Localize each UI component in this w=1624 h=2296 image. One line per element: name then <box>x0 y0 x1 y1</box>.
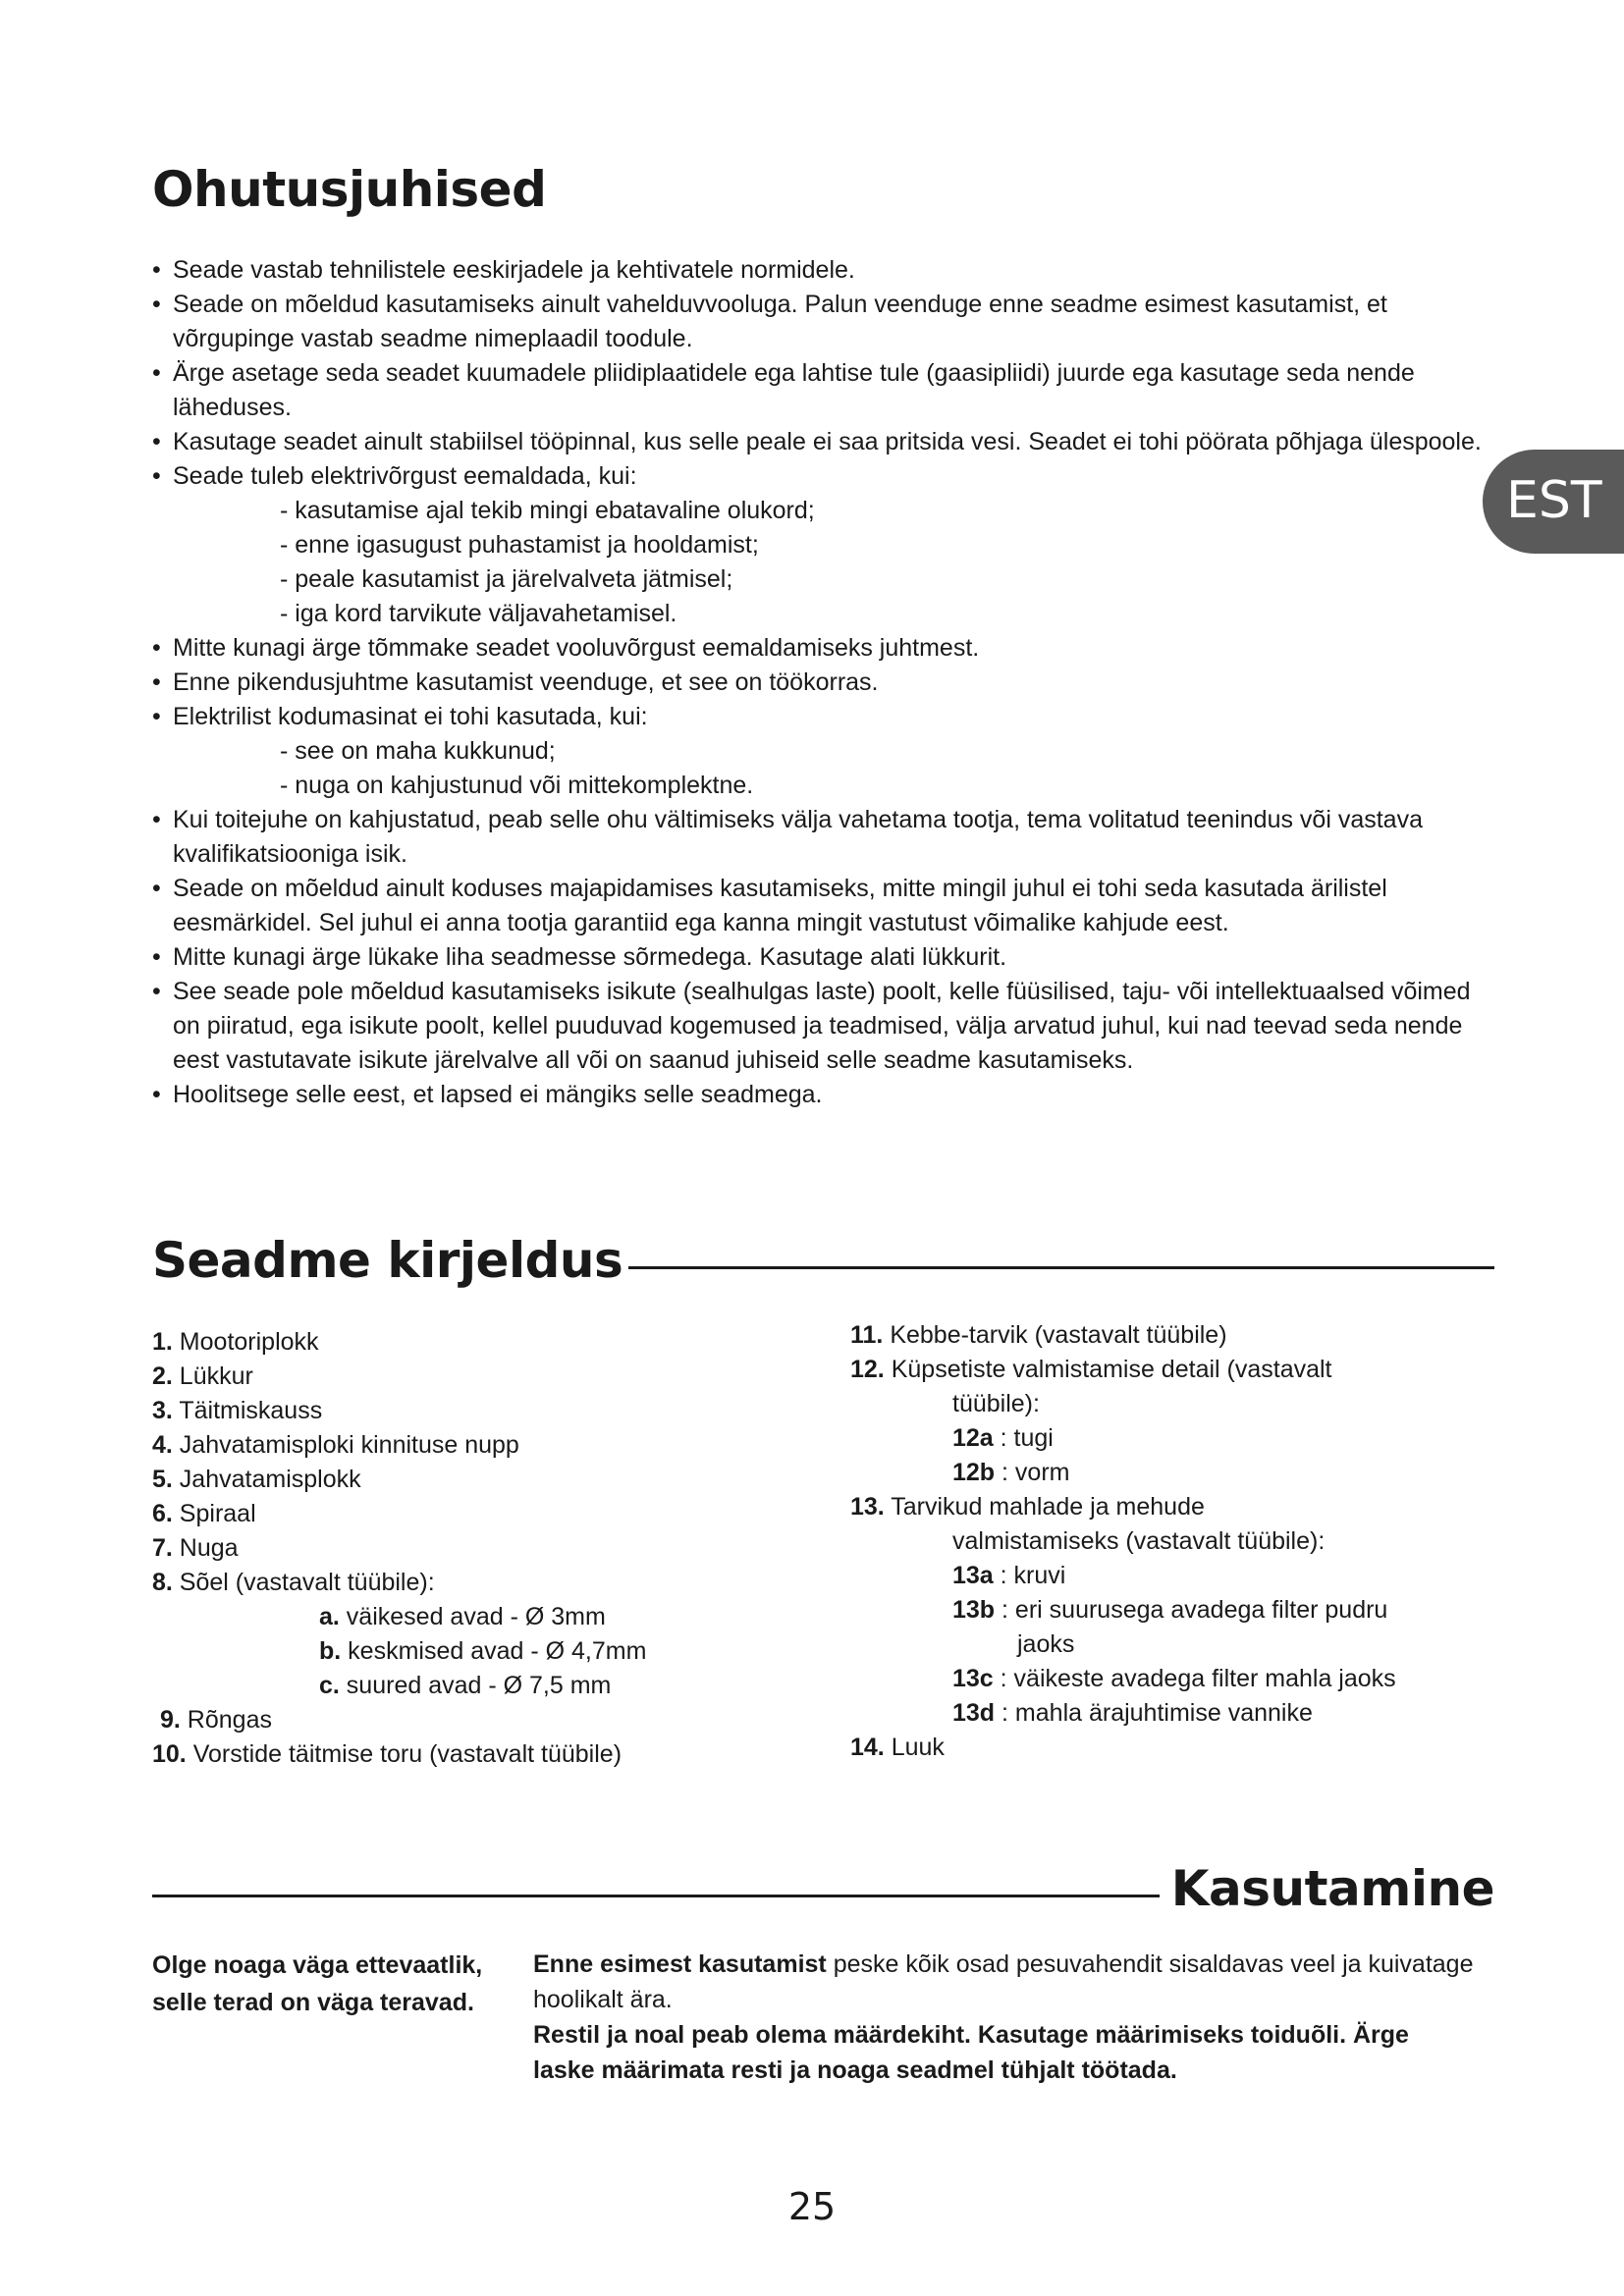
safety-item: • Seade tuleb elektrivõrgust eemaldada, kui: <box>152 459 1497 494</box>
list-item: 1. Mootoriplokk <box>152 1328 319 1356</box>
safety-subitem: - peale kasutamist ja järelvalveta jätmisel; <box>280 565 733 593</box>
parts-list-left <box>152 1325 761 1772</box>
safety-item: • Enne pikendusjuhtme kasutamist veenduge, et see on töökorras. <box>152 666 1497 700</box>
safety-item: • Seade on mõeldud kasutamiseks ainult vahelduvvooluga. Palun veenduge enne seadme esimest kasutamist, et võrgupinge vastab seadme nimeplaadil toodule. <box>152 288 1497 356</box>
safety-subitem: - nuga on kahjustunud või mittekomplektne. <box>280 772 754 799</box>
list-subitem: a. väikesed avad - Ø 3mm <box>319 1603 606 1630</box>
heading-rule <box>628 1266 1494 1269</box>
safety-item: • Kui toitejuhe on kahjustatud, peab selle ohu vältimiseks välja vahetama tootja, tema volitatud teenindus või vastava kvalifikatsiooniga isik. <box>152 803 1497 872</box>
page-number: 25 <box>787 2185 837 2228</box>
list-subitem: 13d : mahla ärajuhtimise vannike <box>952 1699 1313 1727</box>
safety-subitem: - see on maha kukkunud; <box>280 737 556 765</box>
safety-title: Ohutusjuhised <box>152 161 547 218</box>
list-item: 8. Sõel (vastavalt tüübile): <box>152 1569 435 1596</box>
heading-rule <box>152 1895 1160 1897</box>
first-use-label: Enne esimest kasutamist <box>533 1950 827 1978</box>
language-tab-label: EST <box>1506 471 1602 530</box>
list-item: 12. Küpsetiste valmistamise detail (vastavalt <box>850 1356 1332 1383</box>
list-subitem: 12b : vorm <box>952 1459 1070 1486</box>
language-tab <box>1483 450 1624 554</box>
safety-subitem: - iga kord tarvikute väljavahetamisel. <box>280 600 677 627</box>
list-item: 5. Jahvatamisplokk <box>152 1466 361 1493</box>
usage-heading-row <box>152 1857 1494 1920</box>
first-use-text: peske kõik osad pesuvahendit sisaldavas veel ja kuivatage hoolikalt ära. <box>533 1950 1474 2013</box>
list-subitem: 13a : kruvi <box>952 1562 1066 1589</box>
usage-title: Kasutamine <box>1170 1860 1494 1917</box>
parts-list-right <box>850 1318 1479 1765</box>
safety-item: • Ärge asetage seda seadet kuumadele pliidiplaatidele ega lahtise tule (gaasipliidi) juurde ega kasutage seda nende läheduses. <box>152 356 1497 425</box>
safety-item: • Seade vastab tehnilistele eeskirjadele ja kehtivatele normidele. <box>152 253 1497 288</box>
list-item: 2. Lükkur <box>152 1362 253 1390</box>
description-title: Seadme kirjeldus <box>152 1232 623 1289</box>
list-subitem: 12a : tugi <box>952 1424 1054 1452</box>
safety-item: • Elektrilist kodumasinat ei tohi kasutada, kui: <box>152 700 1497 734</box>
list-item: 7. Nuga <box>152 1534 239 1562</box>
list-item: 4. Jahvatamisploki kinnituse nupp <box>152 1431 519 1459</box>
usage-instructions <box>533 1947 1476 2088</box>
list-item-continuation: tüübile): <box>952 1390 1040 1417</box>
list-item: 14. Luuk <box>850 1734 945 1761</box>
safety-item: • Hoolitsege selle eest, et lapsed ei mängiks selle seadmega. <box>152 1078 1497 1112</box>
safety-item: • Kasutage seadet ainult stabiilsel tööpinnal, kus selle peale ei saa pritsida vesi. Seadet ei tohi pöörata põhjaga ülespoole. <box>152 425 1497 459</box>
description-heading-row <box>152 1229 1494 1292</box>
list-subitem: 13c : väikeste avadega filter mahla jaoks <box>952 1665 1396 1692</box>
safety-item: • See seade pole mõeldud kasutamiseks isikute (sealhulgas laste) poolt, kelle füüsilised, taju- või intellektuaalsed võimed on piiratud, ega isikute poolt, kellel puuduvad kogemused ja teadmised, välja arvatud juhul, kui nad teevad seda nende eest vastutavate isikute järelvalve all või on saanud juhiseid selle seadme kasutamiseks. <box>152 975 1497 1078</box>
list-item: 10. Vorstide täitmise toru (vastavalt tüübile) <box>152 1740 623 1768</box>
list-item-continuation: valmistamiseks (vastavalt tüübile): <box>952 1527 1326 1555</box>
safety-item: • Mitte kunagi ärge lükake liha seadmesse sõrmedega. Kasutage alati lükkurit. <box>152 940 1497 975</box>
knife-warning-note: Olge noaga väga ettevaatlik, selle terad on väga teravad. <box>152 1951 483 2016</box>
list-item: 13. Tarvikud mahlade ja mehude <box>850 1493 1205 1521</box>
list-item: 9. Rõngas <box>160 1706 272 1734</box>
list-subitem: b. keskmised avad - Ø 4,7mm <box>319 1637 647 1665</box>
list-subitem: c. suured avad - Ø 7,5 mm <box>319 1672 612 1699</box>
list-subitem: 13b : eri suurusega avadega filter pudru jaoks <box>952 1596 1388 1658</box>
list-item: 3. Täitmiskauss <box>152 1397 323 1424</box>
list-item: 6. Spiraal <box>152 1500 256 1527</box>
safety-item: • Mitte kunagi ärge tõmmake seadet vooluvõrgust eemaldamiseks juhtmest. <box>152 631 1497 666</box>
grease-instruction: Restil ja noal peab olema määrdekiht. Kasutage määrimiseks toiduõli. Ärge laske määrimata resti ja noaga seadmel tühjalt töötada. <box>533 2021 1409 2084</box>
safety-list <box>152 253 1497 1112</box>
list-item: 11. Kebbe-tarvik (vastavalt tüübile) <box>850 1321 1227 1349</box>
safety-item: • Seade on mõeldud ainult koduses majapidamises kasutamiseks, mitte mingil juhul ei tohi seda kasutada ärilistel eesmärkidel. Sel juhul ei anna tootja garantiid ega kanna mingit vastutust võimalike kahjude eest. <box>152 872 1497 940</box>
safety-subitem: - enne igasugust puhastamist ja hooldamist; <box>280 531 759 559</box>
safety-subitem: - kasutamise ajal tekib mingi ebatavaline olukord; <box>280 497 815 524</box>
